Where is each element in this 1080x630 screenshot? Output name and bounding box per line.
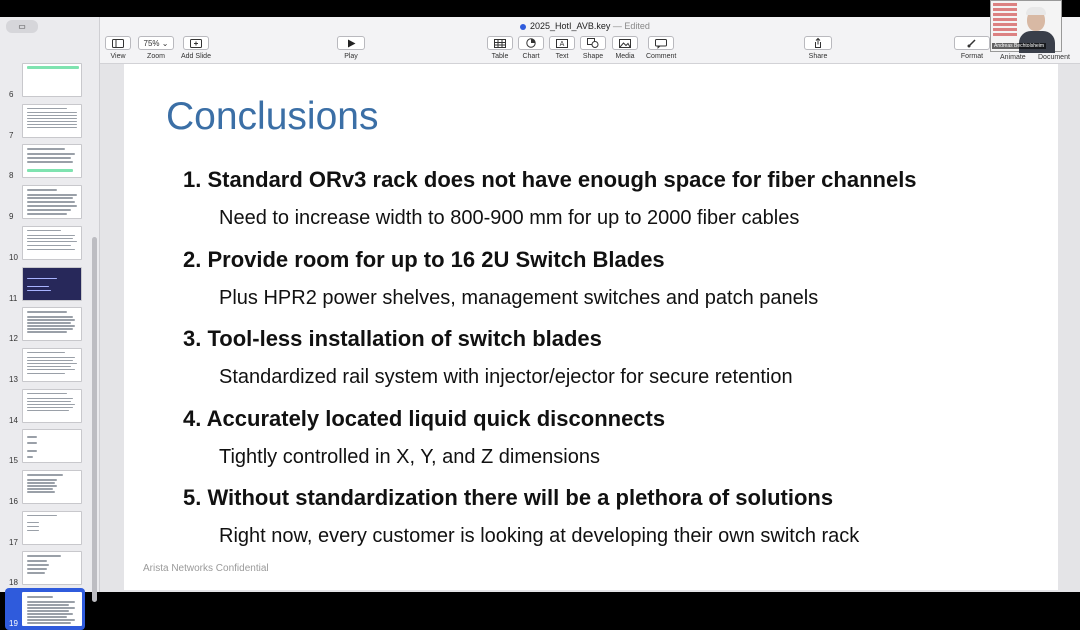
add-slide-icon (183, 36, 209, 50)
conclusion-5-heading[interactable]: 5. Without standardization there will be a plethora of solutions (183, 485, 834, 510)
preview-line (27, 319, 75, 321)
preview-line (27, 161, 73, 163)
document-name: 2025_HotI_AVB.key (530, 21, 611, 31)
preview-line (27, 401, 71, 403)
slide-number: 13 (9, 374, 18, 384)
preview-line (27, 485, 57, 487)
preview-line (27, 436, 37, 438)
slide-preview (22, 592, 82, 626)
preview-line (27, 245, 71, 247)
current-slide[interactable] (124, 64, 1058, 590)
slide-number: 14 (9, 415, 18, 425)
slide-number: 7 (9, 130, 14, 140)
slides-icon: ▭ (18, 22, 26, 31)
preview-line (27, 213, 67, 215)
text-label: Text (555, 53, 569, 60)
preview-line (27, 311, 67, 313)
slide-thumbnail-14[interactable] (0, 387, 90, 427)
table-button[interactable] (487, 36, 513, 60)
slide-preview (22, 551, 82, 585)
conclusion-4-heading[interactable]: 4. Accurately located liquid quick disconnects (183, 406, 666, 431)
slide-preview (22, 470, 82, 504)
view-button[interactable] (105, 36, 131, 60)
slide-thumbnail-18[interactable] (0, 549, 90, 589)
zoom-select[interactable] (138, 36, 174, 50)
slide-preview (22, 185, 82, 219)
animate-label: Animate (1000, 54, 1026, 61)
slide-preview (22, 144, 82, 178)
play-label: Play (344, 53, 358, 60)
preview-line (27, 491, 55, 493)
preview-line (27, 197, 73, 199)
preview-line (27, 121, 77, 123)
preview-line (27, 404, 75, 406)
view-label: View (110, 53, 126, 60)
preview-line (27, 596, 53, 598)
zoom-label: Zoom (147, 53, 165, 60)
preview-line (27, 530, 39, 532)
slide-footer: Arista Networks Confidential (143, 563, 269, 574)
slide-thumbnail-6[interactable] (0, 61, 90, 101)
preview-line (27, 363, 77, 365)
comment-icon (648, 36, 674, 50)
preview-line (27, 474, 63, 476)
preview-line (27, 564, 49, 566)
preview-line (27, 278, 57, 280)
preview-line (27, 607, 75, 609)
preview-line (27, 235, 75, 237)
chart-button[interactable] (518, 36, 544, 60)
document-label: Document (1038, 54, 1070, 61)
play-button[interactable] (337, 36, 365, 60)
slide-thumbnail-19[interactable] (0, 590, 90, 630)
slide-number: 15 (9, 456, 18, 466)
media-icon (612, 36, 638, 50)
preview-line (27, 479, 57, 481)
preview-line (27, 127, 77, 129)
slide-thumbnail-9[interactable] (0, 183, 90, 223)
add-slide-button[interactable] (181, 36, 211, 60)
preview-line (27, 410, 69, 412)
preview-line (27, 108, 67, 110)
preview-line (27, 622, 71, 624)
preview-line (27, 238, 73, 240)
slide-preview (22, 429, 82, 463)
preview-line (27, 604, 69, 606)
preview-line (27, 393, 67, 395)
slide-number: 19 (9, 619, 18, 629)
slide-number: 8 (9, 171, 14, 181)
preview-line (27, 555, 61, 557)
preview-line (27, 572, 45, 574)
preview-line (27, 316, 73, 318)
preview-line (27, 322, 71, 324)
preview-line (27, 568, 47, 570)
media-button[interactable] (612, 36, 638, 60)
slide-preview (22, 104, 82, 138)
preview-line (27, 328, 73, 330)
slide-preview (22, 267, 82, 301)
slide-thumbnail-17[interactable] (0, 509, 90, 549)
preview-line (27, 189, 57, 191)
toolbar (100, 17, 1080, 64)
share-label: Share (808, 53, 828, 60)
share-button[interactable] (804, 36, 832, 60)
comment-button[interactable] (646, 36, 676, 60)
preview-line (27, 331, 67, 333)
sidebar-icon (105, 36, 131, 50)
table-icon (487, 36, 513, 50)
conclusion-2-detail[interactable]: Plus HPR2 power shelves, management switches and patch panels (219, 287, 819, 309)
preview-line (27, 398, 73, 400)
preview-line (27, 450, 37, 452)
preview-line (27, 601, 75, 603)
preview-line (27, 360, 73, 362)
slide-number: 16 (9, 497, 18, 506)
preview-line (27, 230, 61, 232)
slide-preview (22, 511, 82, 545)
preview-line (27, 560, 47, 562)
preview-line (27, 456, 33, 458)
slide-preview (22, 226, 82, 260)
document-title: 2025_HotI_AVB.key — Edited (520, 21, 650, 31)
document-status: Edited (624, 21, 650, 31)
slide-number: 10 (9, 252, 18, 262)
person-hair (1026, 7, 1046, 15)
preview-line (27, 249, 75, 251)
preview-line (27, 613, 73, 615)
slide-number: 11 (9, 293, 18, 303)
slide-number: 12 (9, 334, 18, 344)
preview-line (27, 209, 71, 211)
table-label: Table (491, 53, 509, 60)
text-button[interactable] (549, 36, 575, 60)
conclusion-2-heading[interactable]: 2. Provide room for up to 16 2U Switch Blades (183, 247, 665, 272)
preview-line (27, 515, 57, 517)
paintbrush-icon (954, 36, 990, 50)
preview-line (27, 124, 77, 126)
conclusion-3-heading[interactable]: 3. Tool-less installation of switch blades (183, 326, 602, 351)
conclusion-3-detail[interactable]: Standardized rail system with injector/ejector for secure retention (219, 366, 793, 388)
shape-label: Shape (582, 53, 604, 60)
preview-line (27, 153, 75, 155)
preview-line (27, 407, 73, 409)
preview-line (27, 118, 77, 120)
preview-line (27, 115, 77, 117)
slide-thumbnail-7[interactable] (0, 102, 90, 142)
zoom-value: 75% (143, 38, 160, 48)
conclusion-4-detail[interactable]: Tightly controlled in X, Y, and Z dimensions (219, 446, 600, 468)
preview-line (27, 194, 77, 196)
slide-thumbnail-12[interactable] (0, 305, 90, 345)
conclusion-1-heading[interactable]: 1. Standard ORv3 rack does not have enough space for fiber channels (183, 167, 917, 192)
preview-line (27, 526, 39, 528)
preview-line (27, 290, 51, 292)
add-slide-label: Add Slide (181, 53, 211, 60)
preview-line (27, 148, 65, 150)
person-body (1019, 31, 1055, 53)
preview-line (27, 241, 77, 243)
svg-text:A: A (559, 40, 565, 48)
text-icon (549, 36, 575, 50)
slide-thumbnail-15[interactable] (0, 427, 90, 467)
media-label: Media (615, 53, 635, 60)
shape-button[interactable] (580, 36, 606, 60)
slide-list-toggle[interactable] (6, 20, 38, 33)
preview-line (27, 610, 69, 612)
chevron-down-icon: ⌄ (161, 38, 169, 48)
preview-line (27, 286, 49, 288)
slide-thumbnail-11[interactable] (0, 265, 90, 305)
slide-thumbnail-10[interactable] (0, 224, 90, 264)
format-button[interactable] (954, 36, 990, 60)
conclusion-5-detail[interactable]: Right now, every customer is looking at developing their own switch rack (219, 525, 860, 547)
preview-line (27, 66, 79, 69)
video-participant (990, 0, 1062, 52)
slide-preview (22, 63, 82, 97)
format-label: Format (960, 53, 984, 60)
background-papers (993, 3, 1017, 43)
participant-name: Andreas Bechtolsheim (994, 43, 1045, 49)
preview-line (27, 205, 77, 207)
slide-preview (22, 348, 82, 382)
preview-line (27, 373, 65, 375)
preview-line (27, 619, 75, 621)
chart-label: Chart (522, 53, 540, 60)
preview-line (27, 352, 65, 354)
preview-line (27, 325, 75, 327)
slide-number: 17 (9, 537, 18, 547)
preview-line (27, 369, 75, 371)
preview-line (27, 482, 55, 484)
slide-thumbnail-8[interactable] (0, 142, 90, 182)
slide-thumbnail-13[interactable] (0, 346, 90, 386)
preview-line (27, 616, 67, 618)
preview-line (27, 112, 77, 114)
preview-line (27, 201, 75, 203)
zoom-control[interactable] (138, 36, 174, 60)
slide-preview (22, 389, 82, 423)
slide-preview (22, 307, 82, 341)
slide-number: 6 (9, 90, 14, 99)
document-icon (520, 24, 526, 30)
slide-thumbnail-16[interactable] (0, 468, 90, 508)
play-icon (337, 36, 365, 50)
slide-number: 18 (9, 578, 18, 588)
chart-icon (518, 36, 544, 50)
preview-line (27, 157, 71, 159)
shape-icon (580, 36, 606, 50)
navigator-scrollbar[interactable] (92, 237, 97, 602)
preview-line (27, 169, 73, 172)
preview-line (27, 522, 39, 524)
preview-line (27, 488, 53, 490)
slide-number: 9 (9, 212, 14, 222)
conclusion-1-detail[interactable]: Need to increase width to 800-900 mm for up to 2000 fiber cables (219, 207, 800, 229)
comment-label: Comment (646, 53, 677, 60)
slide-title[interactable]: Conclusions (166, 95, 379, 138)
preview-line (27, 366, 71, 368)
preview-line (27, 442, 37, 444)
preview-line (27, 357, 75, 359)
share-icon (804, 36, 832, 50)
slide-navigator (0, 17, 100, 629)
